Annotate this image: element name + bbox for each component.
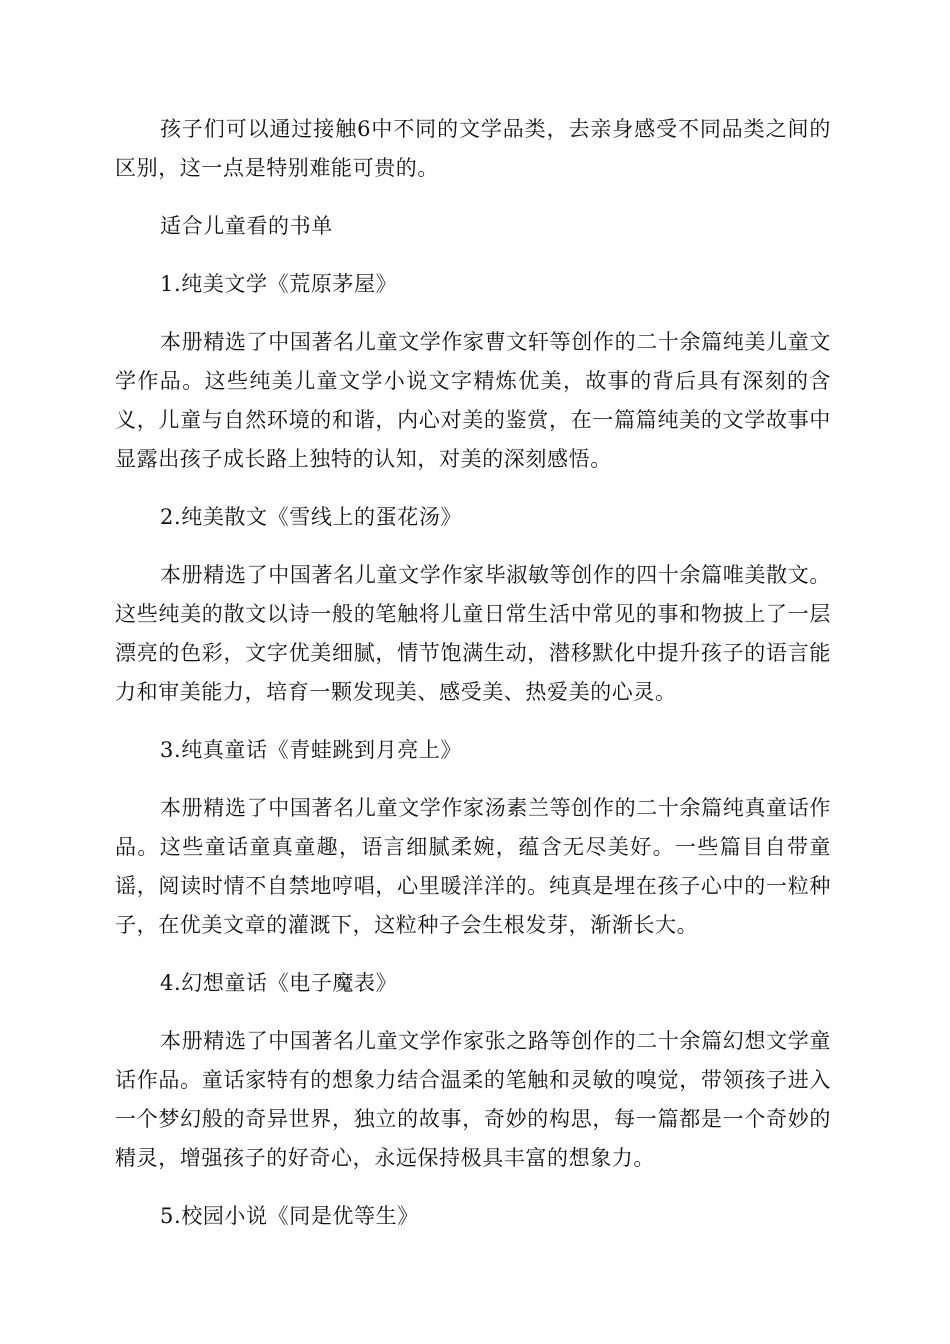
paragraph-gap	[115, 537, 831, 556]
paragraph-gap	[115, 1003, 831, 1022]
paragraph-gap	[115, 479, 831, 498]
paragraph-gap	[115, 770, 831, 789]
book-heading-3: 3.纯真童话《青蛙跳到月亮上》	[160, 738, 463, 762]
paragraph-gap	[115, 246, 831, 265]
book-heading-4: 4.幻想童话《电子魔表》	[160, 971, 398, 995]
document-body	[115, 110, 831, 1236]
intro-paragraph: 孩子们可以通过接触6中不同的文学品类，去亲身感受不同品类之间的区别，这一点是特别难能可贵的。	[115, 117, 831, 180]
paragraph-gap	[115, 712, 831, 731]
book-description-3: 本册精选了中国著名儿童文学作家汤素兰等创作的二十余篇纯真童话作品。这些童话童真童趣，语言细腻柔婉，蕴含无尽美好。一些篇目自带童谣，阅读时情不自禁地哼唱，心里暖洋洋的。纯真是埋在孩子心中的一粒种子，在优美文章的灌溉下，这粒种子会生根发芽，渐渐长大。	[115, 796, 831, 937]
paragraph-gap	[115, 1178, 831, 1197]
section-title: 适合儿童看的书单	[160, 214, 333, 238]
book-heading-1: 1.纯美文学《荒原茅屋》	[160, 272, 398, 296]
book-description-1: 本册精选了中国著名儿童文学作家曹文轩等创作的二十余篇纯美儿童文学作品。这些纯美儿童文学小说文字精炼优美，故事的背后具有深刻的含义，儿童与自然环境的和谐，内心对美的鉴赏，在一篇篇纯美的文学故事中显露出孩子成长路上独特的认知，对美的深刻感悟。	[115, 330, 831, 471]
book-heading-5: 5.校园小说《同是优等生》	[160, 1204, 419, 1228]
paragraph-gap	[115, 945, 831, 964]
book-description-2: 本册精选了中国著名儿童文学作家毕淑敏等创作的四十余篇唯美散文。这些纯美的散文以诗一般的笔触将儿童日常生活中常见的事和物披上了一层漂亮的色彩，文字优美细腻，情节饱满生动，潜移默化中提升孩子的语言能力和审美能力，培育一颗发现美、感受美、热爱美的心灵。	[115, 563, 831, 704]
paragraph-gap	[115, 188, 831, 207]
book-heading-2: 2.纯美散文《雪线上的蛋花汤》	[160, 505, 463, 529]
paragraph-gap	[115, 304, 831, 323]
book-description-4: 本册精选了中国著名儿童文学作家张之路等创作的二十余篇幻想文学童话作品。童话家特有的想象力结合温柔的笔触和灵敏的嗅觉，带领孩子进入一个梦幻般的奇异世界，独立的故事，奇妙的构思，每一篇都是一个奇妙的精灵，增强孩子的好奇心，永远保持极具丰富的想象力。	[115, 1029, 831, 1170]
